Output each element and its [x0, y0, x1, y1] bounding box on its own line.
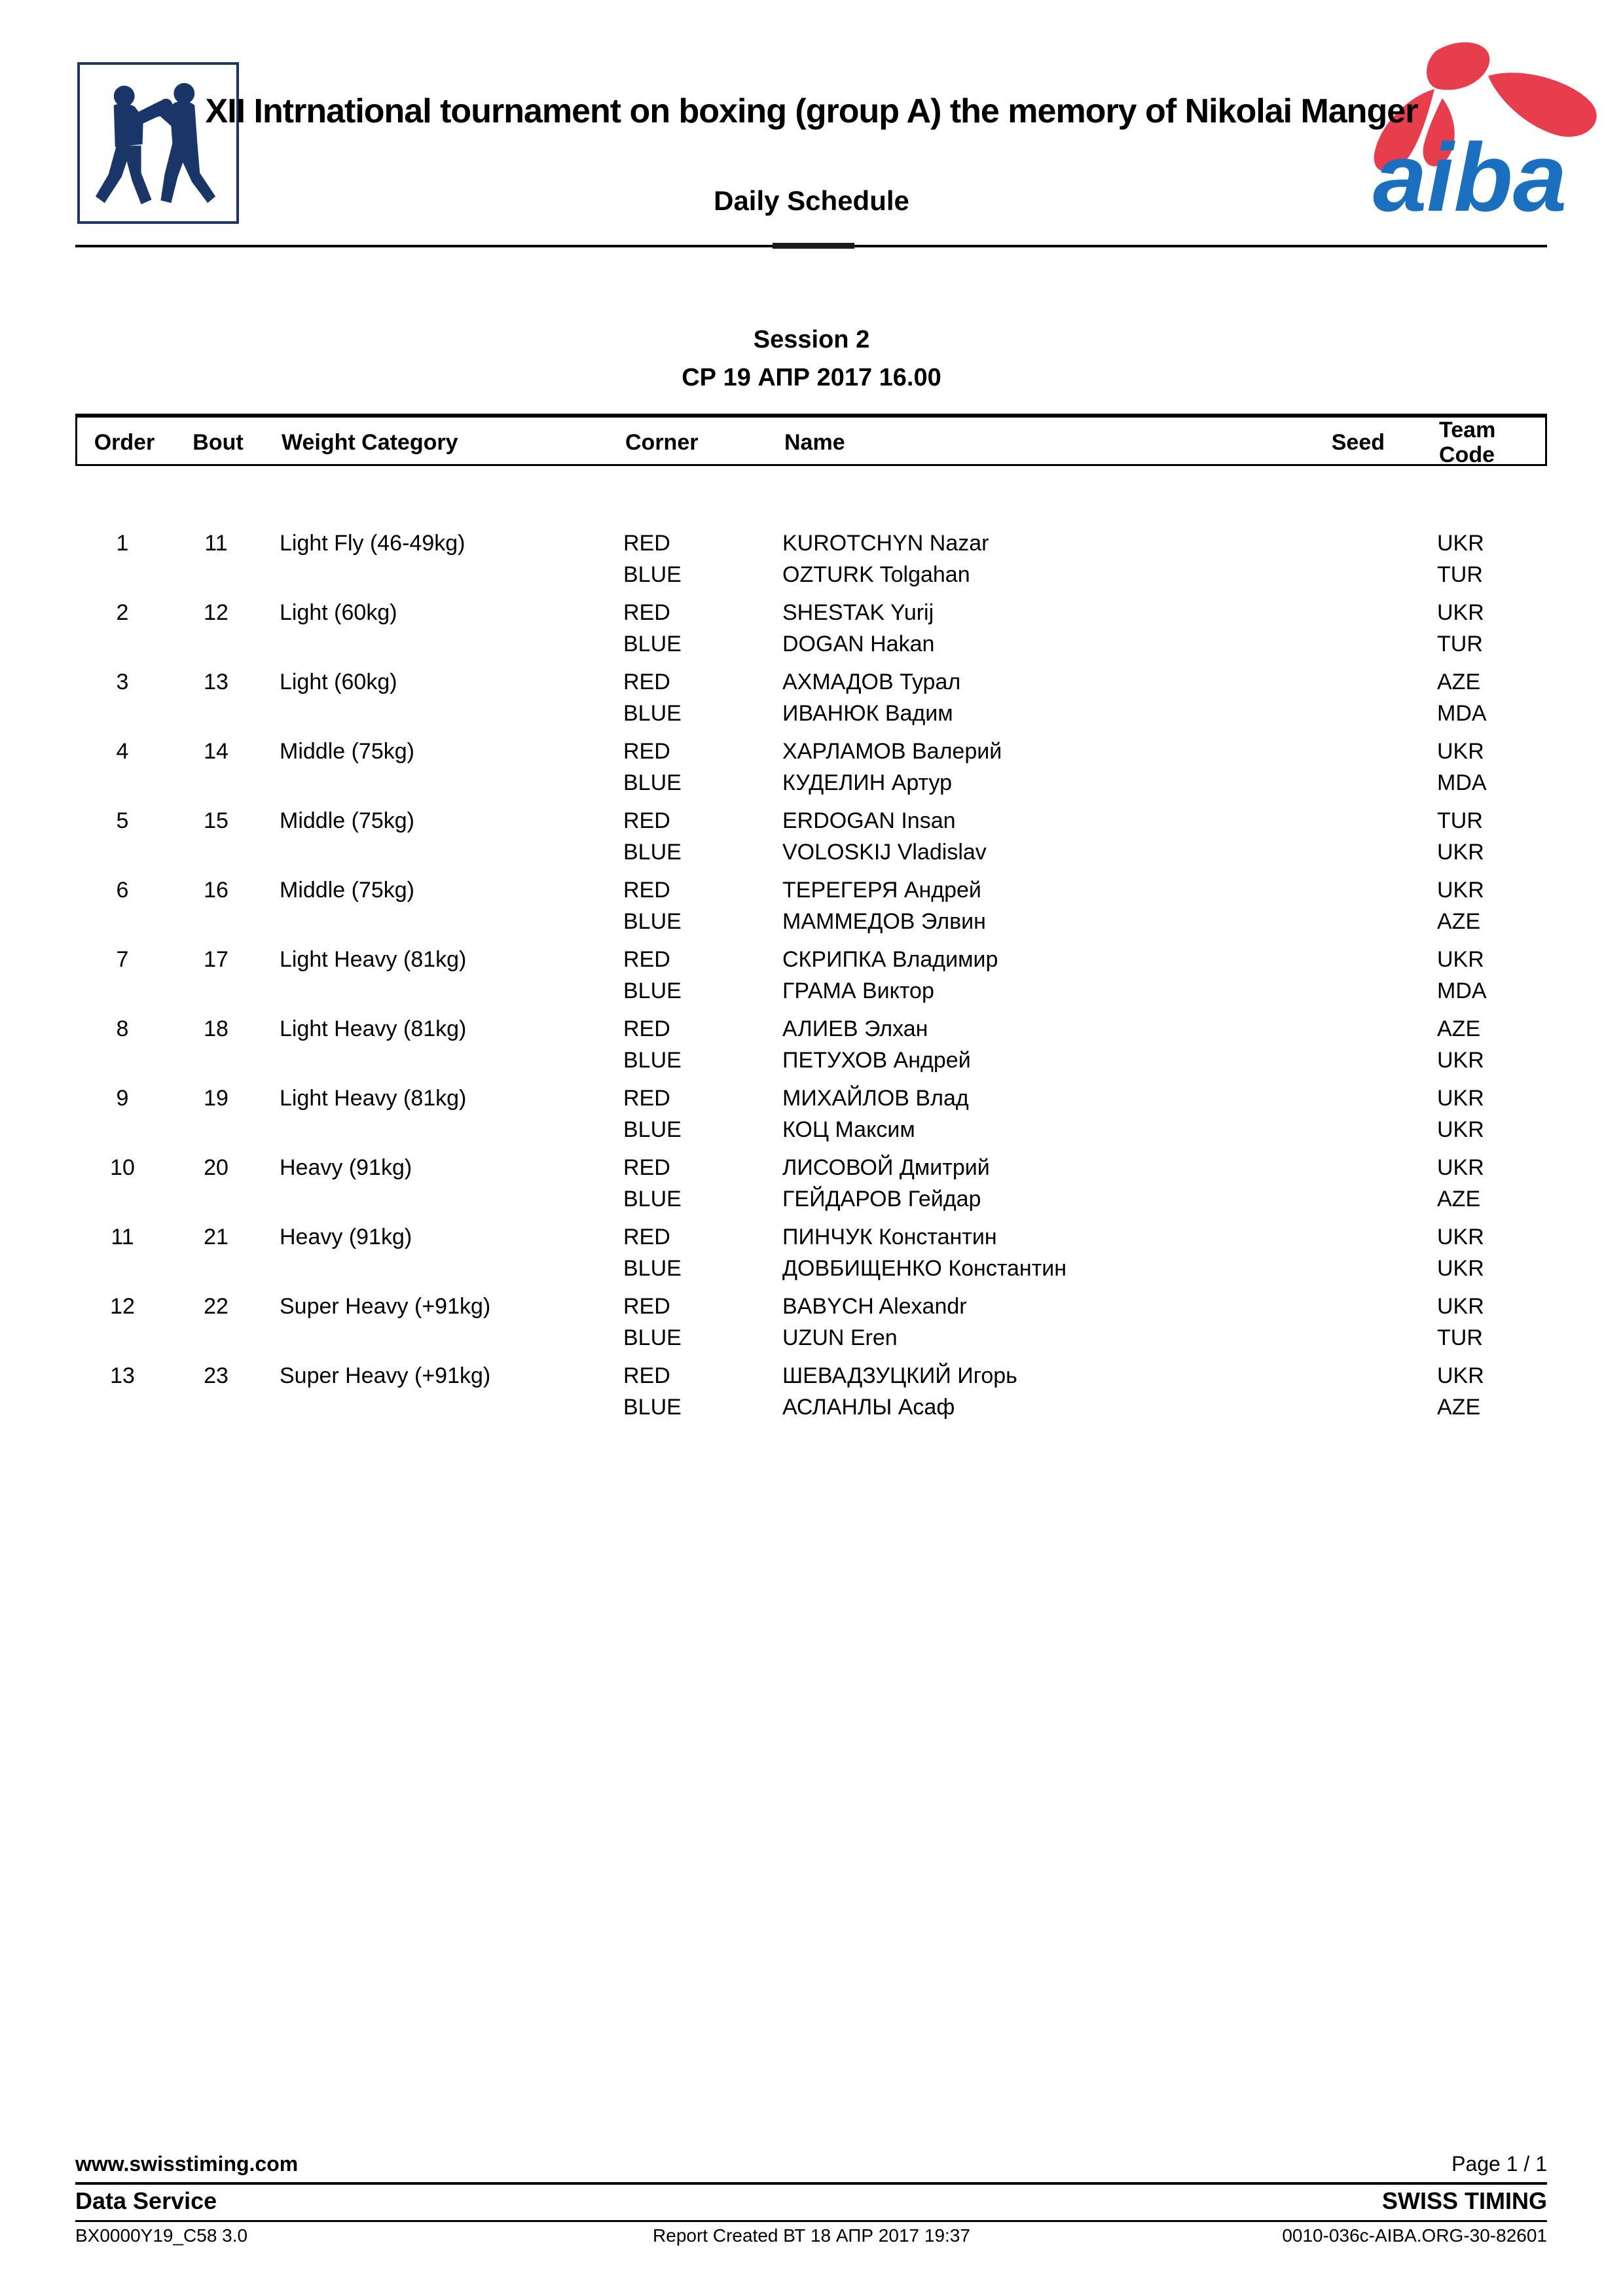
- empty-weight-cell: [263, 1047, 623, 1073]
- blue-boxer-name: UZUN Eren: [782, 1325, 898, 1350]
- col-header-seed: Seed: [1331, 429, 1385, 455]
- bout-number-cell: 20: [204, 1155, 228, 1180]
- order-cell: 5: [116, 808, 129, 833]
- bout-row: [75, 1016, 1547, 1085]
- weight-category-cell: Heavy (91kg): [280, 1225, 412, 1249]
- bout-red-line: [75, 1016, 1547, 1042]
- bout-number-cell: 21: [204, 1225, 228, 1249]
- empty-weight-cell: [263, 839, 623, 865]
- bout-number-cell: 19: [204, 1086, 228, 1111]
- empty-bout-cell: [170, 1117, 263, 1143]
- blue-team-code: TUR: [1437, 632, 1483, 656]
- bout-row: [75, 808, 1547, 877]
- blue-corner-label: BLUE: [623, 978, 682, 1003]
- col-header-name: Name: [784, 429, 845, 455]
- footer-doc-code: 0010-036c-AIBA.ORG-30-82601: [1282, 2225, 1547, 2246]
- blue-corner-label: BLUE: [623, 1325, 682, 1350]
- weight-category-cell: Light Heavy (81kg): [280, 947, 467, 972]
- empty-weight-cell: [263, 1325, 623, 1351]
- red-seed-cell: [1241, 600, 1383, 626]
- bout-blue-line: [75, 1325, 1547, 1351]
- blue-boxer-name: ДОВБИЩЕНКО Константин: [782, 1256, 1067, 1281]
- row-spacer: [1383, 530, 1437, 556]
- red-boxer-name: МИХАЙЛОВ Влад: [782, 1086, 969, 1111]
- weight-category-cell: Middle (75kg): [280, 878, 414, 903]
- footer-report-created: Report Created ВТ 18 АПР 2017 19:37: [653, 2225, 970, 2246]
- blue-boxer-name: ПЕТУХОВ Андрей: [782, 1048, 971, 1073]
- bout-row: [75, 669, 1547, 738]
- empty-order-cell: [75, 1117, 170, 1143]
- red-seed-cell: [1241, 1085, 1383, 1111]
- red-team-code: UKR: [1437, 600, 1484, 625]
- empty-bout-cell: [170, 700, 263, 726]
- red-corner-label: RED: [623, 1294, 670, 1319]
- row-spacer: [1383, 1293, 1437, 1319]
- red-corner-label: RED: [623, 808, 670, 833]
- blue-seed-cell: [1241, 978, 1383, 1004]
- blue-team-code: UKR: [1437, 840, 1484, 865]
- red-seed-cell: [1241, 738, 1383, 764]
- page-subtitle: Daily Schedule: [714, 185, 909, 216]
- empty-weight-cell: [263, 1255, 623, 1282]
- bout-row: [75, 600, 1547, 669]
- blue-boxer-name: МАММЕДОВ Элвин: [782, 909, 986, 934]
- bout-row: [75, 1155, 1547, 1224]
- empty-weight-cell: [263, 770, 623, 796]
- aiba-wordmark: aiba: [1373, 124, 1567, 229]
- order-cell: 12: [110, 1294, 135, 1319]
- row-spacer: [1383, 908, 1437, 935]
- blue-seed-cell: [1241, 1394, 1383, 1420]
- row-spacer: [1383, 562, 1437, 588]
- weight-category-cell: Light Heavy (81kg): [280, 1086, 467, 1111]
- row-spacer: [1383, 1255, 1437, 1282]
- col-header-weight-category: Weight Category: [282, 429, 458, 455]
- blue-team-code: TUR: [1437, 562, 1483, 587]
- blue-seed-cell: [1241, 1255, 1383, 1282]
- red-corner-label: RED: [623, 1086, 670, 1111]
- bout-blue-line: [75, 631, 1547, 657]
- bout-row: [75, 530, 1547, 600]
- blue-seed-cell: [1241, 1117, 1383, 1143]
- red-seed-cell: [1241, 669, 1383, 695]
- blue-corner-label: BLUE: [623, 632, 682, 656]
- bout-number-cell: 12: [204, 600, 228, 625]
- bout-blue-line: [75, 562, 1547, 588]
- row-spacer: [1383, 877, 1437, 903]
- red-seed-cell: [1241, 1016, 1383, 1042]
- blue-seed-cell: [1241, 839, 1383, 865]
- empty-order-cell: [75, 839, 170, 865]
- order-cell: 9: [116, 1086, 129, 1111]
- blue-team-code: TUR: [1437, 1325, 1483, 1350]
- bout-number-cell: 17: [204, 947, 228, 972]
- blue-team-code: UKR: [1437, 1117, 1484, 1142]
- empty-weight-cell: [263, 908, 623, 935]
- empty-weight-cell: [263, 1117, 623, 1143]
- blue-boxer-name: DOGAN Hakan: [782, 632, 935, 656]
- row-spacer: [1383, 1363, 1437, 1389]
- red-boxer-name: ERDOGAN Insan: [782, 808, 956, 833]
- red-team-code: UKR: [1437, 739, 1484, 764]
- empty-bout-cell: [170, 1255, 263, 1282]
- blue-boxer-name: КУДЕЛИН Артур: [782, 770, 953, 795]
- bout-number-cell: 16: [204, 878, 228, 903]
- blue-boxer-name: OZTURK Tolgahan: [782, 562, 970, 587]
- red-team-code: UKR: [1437, 531, 1484, 556]
- row-spacer: [1383, 1155, 1437, 1181]
- blue-team-code: UKR: [1437, 1256, 1484, 1281]
- row-spacer: [1383, 669, 1437, 695]
- blue-corner-label: BLUE: [623, 1117, 682, 1142]
- bout-red-line: [75, 1224, 1547, 1250]
- blue-seed-cell: [1241, 1325, 1383, 1351]
- footer-data-service: Data Service: [75, 2187, 217, 2214]
- blue-boxer-name: КОЦ Максим: [782, 1117, 915, 1142]
- bout-blue-line: [75, 1186, 1547, 1212]
- bout-red-line: [75, 1293, 1547, 1319]
- row-spacer: [1383, 1047, 1437, 1073]
- weight-category-cell: Heavy (91kg): [280, 1155, 412, 1180]
- blue-seed-cell: [1241, 1047, 1383, 1073]
- red-team-code: UKR: [1437, 1225, 1484, 1249]
- blue-team-code: MDA: [1437, 701, 1487, 726]
- blue-boxer-name: VOLOSKIJ Vladislav: [782, 840, 987, 865]
- blue-team-code: MDA: [1437, 978, 1487, 1003]
- bout-blue-line: [75, 1394, 1547, 1420]
- empty-order-cell: [75, 1186, 170, 1212]
- weight-category-cell: Super Heavy (+91kg): [280, 1294, 491, 1319]
- bout-blue-line: [75, 700, 1547, 726]
- red-boxer-name: KUROTCHYN Nazar: [782, 531, 989, 556]
- footer-page-number: Page 1 / 1: [1451, 2152, 1547, 2176]
- red-team-code: UKR: [1437, 1155, 1484, 1180]
- order-cell: 13: [110, 1363, 135, 1388]
- empty-bout-cell: [170, 562, 263, 588]
- red-corner-label: RED: [623, 600, 670, 625]
- empty-order-cell: [75, 908, 170, 935]
- row-spacer: [1383, 1394, 1437, 1420]
- empty-order-cell: [75, 1325, 170, 1351]
- col-header-team-code: [1439, 418, 1549, 467]
- row-spacer: [1383, 1117, 1437, 1143]
- empty-bout-cell: [170, 1047, 263, 1073]
- row-spacer: [1383, 1016, 1437, 1042]
- bout-row: [75, 1293, 1547, 1363]
- red-corner-label: RED: [623, 1363, 670, 1388]
- bout-blue-line: [75, 908, 1547, 935]
- bout-number-cell: 14: [204, 739, 228, 764]
- blue-team-code: MDA: [1437, 770, 1487, 795]
- blue-corner-label: BLUE: [623, 1187, 682, 1211]
- row-spacer: [1383, 600, 1437, 626]
- red-corner-label: RED: [623, 670, 670, 694]
- blue-team-code: UKR: [1437, 1048, 1484, 1073]
- weight-category-cell: Light Heavy (81kg): [280, 1016, 467, 1041]
- red-boxer-name: BABYCH Alexandr: [782, 1294, 967, 1319]
- blue-corner-label: BLUE: [623, 701, 682, 726]
- red-corner-label: RED: [623, 1016, 670, 1041]
- red-seed-cell: [1241, 1363, 1383, 1389]
- empty-order-cell: [75, 1255, 170, 1282]
- bout-number-cell: 18: [204, 1016, 228, 1041]
- order-cell: 7: [116, 947, 129, 972]
- col-header-team-line2: Code: [1439, 442, 1495, 468]
- bout-number-cell: 13: [204, 670, 228, 694]
- empty-bout-cell: [170, 839, 263, 865]
- red-team-code: UKR: [1437, 1086, 1484, 1111]
- footer-divider-1: [75, 2182, 1547, 2185]
- bout-red-line: [75, 1085, 1547, 1111]
- empty-order-cell: [75, 562, 170, 588]
- footer-website: www.swisstiming.com: [75, 2152, 299, 2176]
- red-team-code: UKR: [1437, 1294, 1484, 1319]
- bout-red-line: [75, 738, 1547, 764]
- header-divider-center: [773, 243, 854, 249]
- row-spacer: [1383, 839, 1437, 865]
- red-boxer-name: ЛИСОВОЙ Дмитрий: [782, 1155, 990, 1180]
- empty-weight-cell: [263, 978, 623, 1004]
- row-spacer: [1383, 1186, 1437, 1212]
- red-seed-cell: [1241, 530, 1383, 556]
- col-header-team-line1: Team: [1439, 418, 1496, 442]
- blue-corner-label: BLUE: [623, 1256, 682, 1281]
- page-title: XII Intrnational tournament on boxing (group A) the memory of Nikolai Manger: [205, 92, 1418, 130]
- order-cell: 8: [116, 1016, 129, 1041]
- empty-bout-cell: [170, 770, 263, 796]
- red-corner-label: RED: [623, 947, 670, 972]
- blue-seed-cell: [1241, 562, 1383, 588]
- row-spacer: [1383, 738, 1437, 764]
- bout-blue-line: [75, 1047, 1547, 1073]
- red-team-code: AZE: [1437, 670, 1481, 694]
- blue-seed-cell: [1241, 908, 1383, 935]
- bout-row: [75, 877, 1547, 946]
- red-boxer-name: ТЕРЕГЕРЯ Андрей: [782, 878, 981, 903]
- red-team-code: UKR: [1437, 947, 1484, 972]
- bout-red-line: [75, 1155, 1547, 1181]
- red-boxer-name: АЛИЕВ Элхан: [782, 1016, 928, 1041]
- order-cell: 3: [116, 670, 129, 694]
- order-cell: 11: [111, 1225, 134, 1249]
- red-boxer-name: ШЕВАДЗУЦКИЙ Игорь: [782, 1363, 1017, 1388]
- red-team-code: AZE: [1437, 1016, 1481, 1041]
- row-spacer: [1383, 1224, 1437, 1250]
- order-cell: 2: [116, 600, 129, 625]
- row-spacer: [1383, 1325, 1437, 1351]
- bout-red-line: [75, 808, 1547, 834]
- order-cell: 10: [110, 1155, 135, 1180]
- empty-bout-cell: [170, 978, 263, 1004]
- empty-bout-cell: [170, 908, 263, 935]
- red-seed-cell: [1241, 808, 1383, 834]
- bout-red-line: [75, 946, 1547, 973]
- blue-corner-label: BLUE: [623, 770, 682, 795]
- bout-row: [75, 946, 1547, 1016]
- col-header-bout: Bout: [192, 429, 244, 455]
- red-seed-cell: [1241, 946, 1383, 973]
- red-boxer-name: СКРИПКА Владимир: [782, 947, 998, 972]
- col-header-corner: Corner: [625, 429, 699, 455]
- blue-team-code: AZE: [1437, 1395, 1481, 1420]
- bout-red-line: [75, 600, 1547, 626]
- empty-order-cell: [75, 700, 170, 726]
- row-spacer: [1383, 631, 1437, 657]
- empty-bout-cell: [170, 1394, 263, 1420]
- weight-category-cell: Light (60kg): [280, 670, 397, 694]
- schedule-table-body: [75, 530, 1547, 1432]
- blue-corner-label: BLUE: [623, 1395, 682, 1420]
- row-spacer: [1383, 700, 1437, 726]
- footer-report-code: BX0000Y19_C58 3.0: [75, 2225, 248, 2246]
- red-seed-cell: [1241, 1155, 1383, 1181]
- empty-order-cell: [75, 631, 170, 657]
- blue-seed-cell: [1241, 1186, 1383, 1212]
- schedule-table-header: [75, 414, 1547, 466]
- bout-blue-line: [75, 978, 1547, 1004]
- blue-boxer-name: АСЛАНЛЫ Асаф: [782, 1395, 955, 1420]
- red-boxer-name: SHESTAK Yurij: [782, 600, 934, 625]
- row-spacer: [1383, 770, 1437, 796]
- empty-weight-cell: [263, 1186, 623, 1212]
- red-boxer-name: ПИНЧУК Константин: [782, 1225, 997, 1249]
- blue-boxer-name: ГЕЙДАРОВ Гейдар: [782, 1187, 981, 1211]
- empty-weight-cell: [263, 700, 623, 726]
- red-boxer-name: ХАРЛАМОВ Валерий: [782, 739, 1002, 764]
- bout-row: [75, 738, 1547, 808]
- blue-corner-label: BLUE: [623, 909, 682, 934]
- weight-category-cell: Light Fly (46-49kg): [280, 531, 465, 556]
- row-spacer: [1383, 1085, 1437, 1111]
- bout-number-cell: 15: [204, 808, 228, 833]
- empty-order-cell: [75, 978, 170, 1004]
- bout-number-cell: 11: [204, 531, 228, 556]
- row-spacer: [1383, 808, 1437, 834]
- row-spacer: [1383, 978, 1437, 1004]
- blue-team-code: AZE: [1437, 1187, 1481, 1211]
- bout-row: [75, 1085, 1547, 1155]
- blue-corner-label: BLUE: [623, 840, 682, 865]
- bout-blue-line: [75, 1117, 1547, 1143]
- bout-red-line: [75, 1363, 1547, 1389]
- order-cell: 1: [116, 531, 129, 556]
- bout-blue-line: [75, 839, 1547, 865]
- blue-seed-cell: [1241, 770, 1383, 796]
- red-corner-label: RED: [623, 878, 670, 903]
- row-spacer: [1383, 946, 1437, 973]
- red-corner-label: RED: [623, 1225, 670, 1249]
- empty-order-cell: [75, 1047, 170, 1073]
- red-corner-label: RED: [623, 1155, 670, 1180]
- bout-number-cell: 22: [204, 1294, 228, 1319]
- bout-red-line: [75, 877, 1547, 903]
- red-boxer-name: АХМАДОВ Турал: [782, 670, 961, 694]
- red-team-code: TUR: [1437, 808, 1483, 833]
- col-header-order: Order: [94, 429, 155, 455]
- bout-row: [75, 1363, 1547, 1432]
- empty-weight-cell: [263, 562, 623, 588]
- bout-red-line: [75, 669, 1547, 695]
- empty-weight-cell: [263, 1394, 623, 1420]
- blue-seed-cell: [1241, 631, 1383, 657]
- red-seed-cell: [1241, 1224, 1383, 1250]
- bout-row: [75, 1224, 1547, 1293]
- red-corner-label: RED: [623, 739, 670, 764]
- red-team-code: UKR: [1437, 878, 1484, 903]
- weight-category-cell: Light (60kg): [280, 600, 397, 625]
- blue-corner-label: BLUE: [623, 1048, 682, 1073]
- blue-seed-cell: [1241, 700, 1383, 726]
- session-datetime: СР 19 АПР 2017 16.00: [682, 364, 941, 391]
- empty-weight-cell: [263, 631, 623, 657]
- empty-bout-cell: [170, 631, 263, 657]
- bout-blue-line: [75, 1255, 1547, 1282]
- empty-order-cell: [75, 1394, 170, 1420]
- empty-bout-cell: [170, 1325, 263, 1351]
- blue-corner-label: BLUE: [623, 562, 682, 587]
- order-cell: 6: [116, 878, 129, 903]
- bout-red-line: [75, 530, 1547, 556]
- weight-category-cell: Super Heavy (+91kg): [280, 1363, 491, 1388]
- blue-boxer-name: ГРАМА Виктор: [782, 978, 934, 1003]
- blue-boxer-name: ИВАНЮК Вадим: [782, 701, 953, 726]
- footer-divider-2: [75, 2220, 1547, 2222]
- order-cell: 4: [116, 739, 129, 764]
- weight-category-cell: Middle (75kg): [280, 739, 414, 764]
- blue-team-code: AZE: [1437, 909, 1481, 934]
- footer-company: SWISS TIMING: [1382, 2187, 1547, 2214]
- red-seed-cell: [1241, 877, 1383, 903]
- red-corner-label: RED: [623, 531, 670, 556]
- red-team-code: UKR: [1437, 1363, 1484, 1388]
- red-seed-cell: [1241, 1293, 1383, 1319]
- bout-blue-line: [75, 770, 1547, 796]
- session-title: Session 2: [753, 326, 870, 353]
- empty-order-cell: [75, 770, 170, 796]
- bout-number-cell: 23: [204, 1363, 228, 1388]
- weight-category-cell: Middle (75kg): [280, 808, 414, 833]
- empty-bout-cell: [170, 1186, 263, 1212]
